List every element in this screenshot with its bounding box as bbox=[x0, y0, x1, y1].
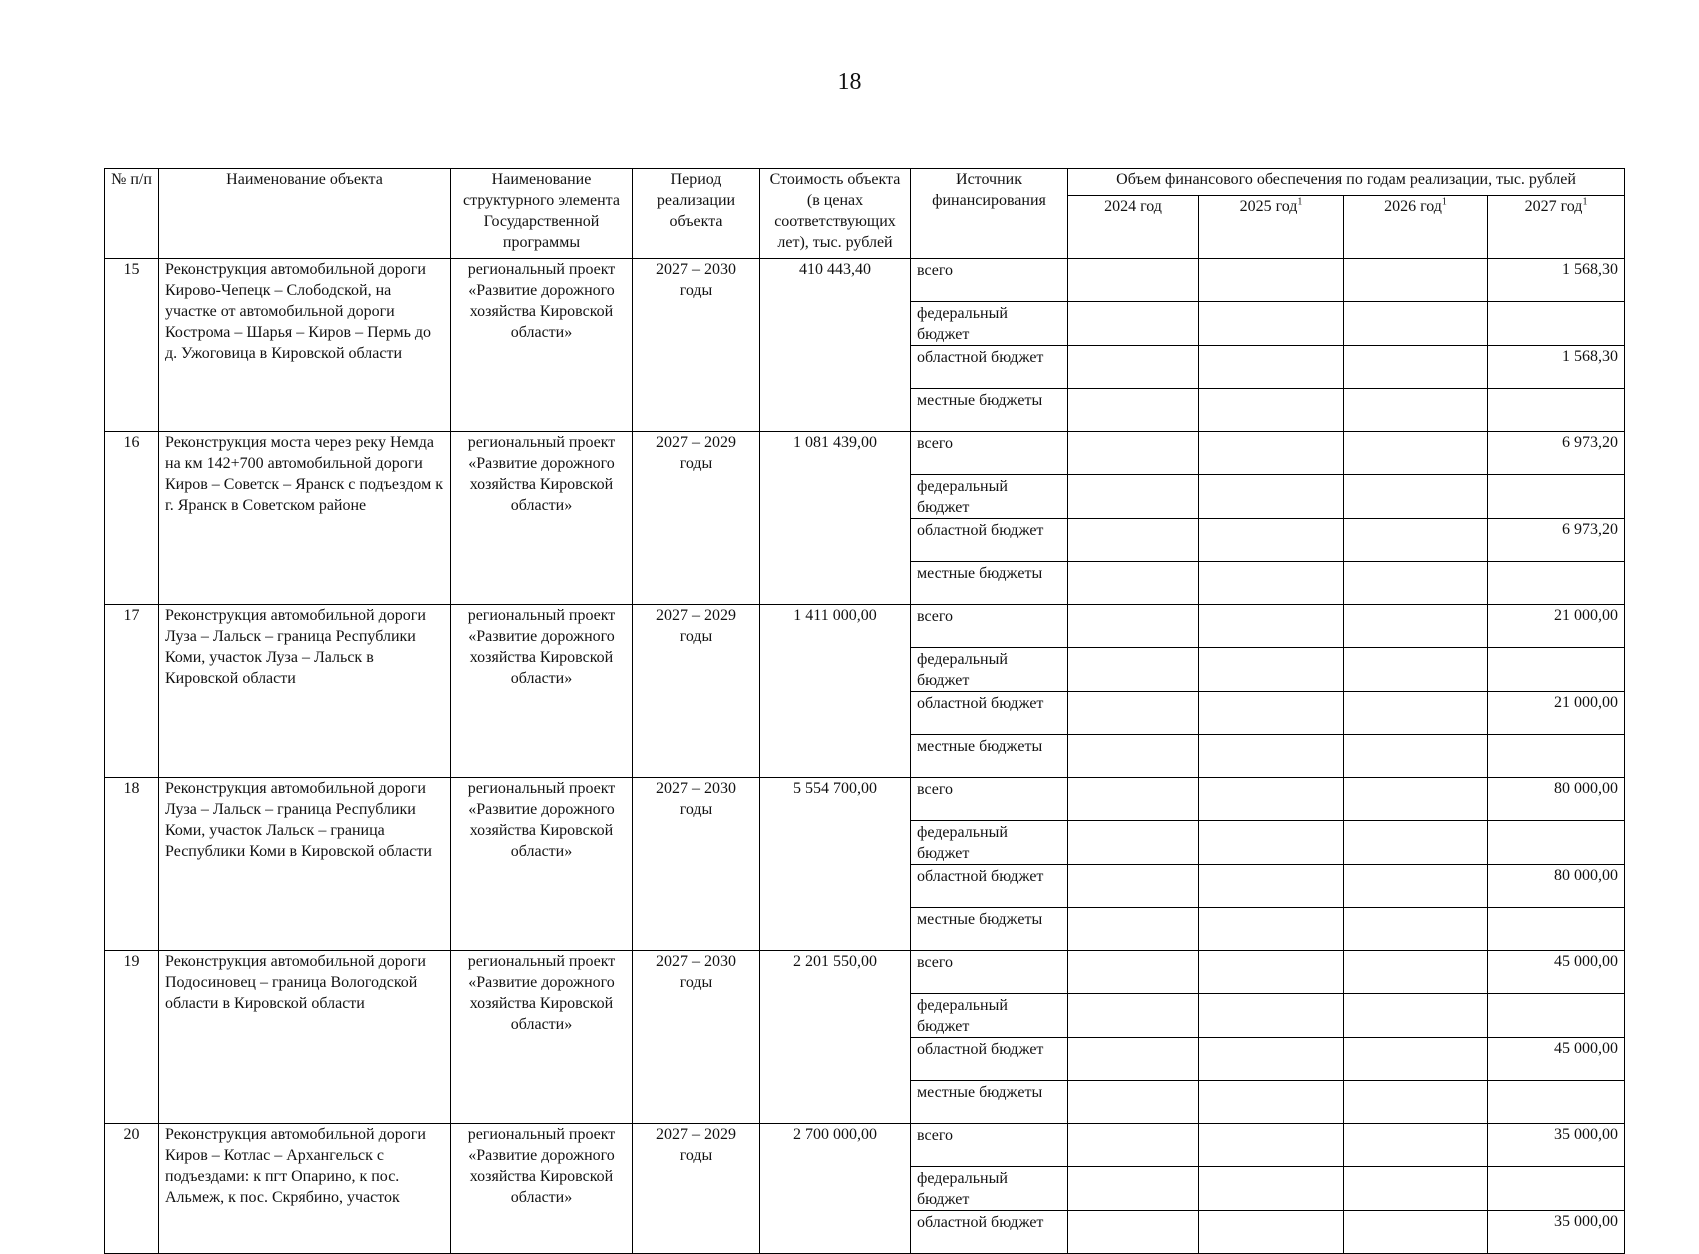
amount-2024 bbox=[1068, 1211, 1199, 1254]
header-structural-element: Наименование структурного элемента Государственной программы bbox=[451, 169, 633, 259]
implementation-period: 2027 – 2030 годы bbox=[633, 259, 760, 432]
header-funding-group: Объем финансового обеспечения по годам реализации, тыс. рублей bbox=[1068, 169, 1625, 196]
amount-2026 bbox=[1344, 1167, 1488, 1211]
funding-source: местные бюджеты bbox=[911, 1081, 1068, 1124]
amount-2026 bbox=[1344, 908, 1488, 951]
table-row bbox=[105, 605, 1625, 648]
amount-2025 bbox=[1199, 432, 1344, 475]
table-row bbox=[105, 778, 1625, 821]
amount-2026 bbox=[1344, 346, 1488, 389]
amount-2024 bbox=[1068, 562, 1199, 605]
amount-2025 bbox=[1199, 346, 1344, 389]
object-name: Реконструкция автомобильной дороги Подосиновец – граница Вологодской области в Кировской области bbox=[159, 951, 451, 1124]
row-number: 20 bbox=[105, 1124, 159, 1254]
amount-2027: 45 000,00 bbox=[1488, 1038, 1625, 1081]
amount-2026 bbox=[1344, 1211, 1488, 1254]
object-name: Реконструкция моста через реку Немда на км 142+700 автомобильной дороги Киров – Советск – Яранск с подъездом к г. Яранск в Советском районе bbox=[159, 432, 451, 605]
amount-2026 bbox=[1344, 519, 1488, 562]
amount-2024 bbox=[1068, 692, 1199, 735]
amount-2024 bbox=[1068, 605, 1199, 648]
funding-source: федеральный бюджет bbox=[911, 994, 1068, 1038]
object-cost: 1 411 000,00 bbox=[760, 605, 911, 778]
funding-source: федеральный бюджет bbox=[911, 1167, 1068, 1211]
amount-2024 bbox=[1068, 994, 1199, 1038]
amount-2024 bbox=[1068, 1081, 1199, 1124]
implementation-period: 2027 – 2029 годы bbox=[633, 1124, 760, 1254]
amount-2025 bbox=[1199, 259, 1344, 302]
amount-2027: 80 000,00 bbox=[1488, 778, 1625, 821]
funding-source: местные бюджеты bbox=[911, 389, 1068, 432]
amount-2025 bbox=[1199, 735, 1344, 778]
header-no: № п/п bbox=[105, 169, 159, 259]
object-name: Реконструкция автомобильной дороги Луза – Лальск – граница Республики Коми, участок Лальск – граница Республики Коми в Кировской области bbox=[159, 778, 451, 951]
funding-source: всего bbox=[911, 778, 1068, 821]
amount-2025 bbox=[1199, 519, 1344, 562]
object-name: Реконструкция автомобильной дороги Кирово-Чепецк – Слободской, на участке от автомобильной дороги Кострома – Шарья – Киров – Пермь до д. Ужоговица в Кировской области bbox=[159, 259, 451, 432]
amount-2025 bbox=[1199, 1038, 1344, 1081]
amount-2024 bbox=[1068, 908, 1199, 951]
amount-2027: 35 000,00 bbox=[1488, 1211, 1625, 1254]
amount-2024 bbox=[1068, 735, 1199, 778]
amount-2024 bbox=[1068, 346, 1199, 389]
row-number: 15 bbox=[105, 259, 159, 432]
amount-2026 bbox=[1344, 1081, 1488, 1124]
amount-2025 bbox=[1199, 692, 1344, 735]
funding-source: всего bbox=[911, 951, 1068, 994]
amount-2024 bbox=[1068, 951, 1199, 994]
amount-2027 bbox=[1488, 735, 1625, 778]
object-name: Реконструкция автомобильной дороги Луза – Лальск – граница Республики Коми, участок Луза – Лальск в Кировской области bbox=[159, 605, 451, 778]
implementation-period: 2027 – 2030 годы bbox=[633, 778, 760, 951]
funding-source: всего bbox=[911, 605, 1068, 648]
amount-2026 bbox=[1344, 562, 1488, 605]
amount-2024 bbox=[1068, 302, 1199, 346]
amount-2027: 6 973,20 bbox=[1488, 519, 1625, 562]
funding-source: всего bbox=[911, 1124, 1068, 1167]
row-number: 16 bbox=[105, 432, 159, 605]
table-row bbox=[105, 432, 1625, 475]
header-year-2024: 2024 год bbox=[1068, 196, 1199, 259]
structural-element: региональный проект «Развитие дорожного хозяйства Кировской области» bbox=[451, 432, 633, 605]
amount-2026 bbox=[1344, 475, 1488, 519]
funding-source: областной бюджет bbox=[911, 1211, 1068, 1254]
amount-2027: 21 000,00 bbox=[1488, 692, 1625, 735]
amount-2027: 6 973,20 bbox=[1488, 432, 1625, 475]
header-source: Источник финансирования bbox=[911, 169, 1068, 259]
amount-2024 bbox=[1068, 865, 1199, 908]
object-cost: 2 700 000,00 bbox=[760, 1124, 911, 1254]
amount-2024 bbox=[1068, 259, 1199, 302]
amount-2025 bbox=[1199, 389, 1344, 432]
amount-2027 bbox=[1488, 389, 1625, 432]
table-header bbox=[105, 169, 1625, 259]
amount-2025 bbox=[1199, 821, 1344, 865]
amount-2027: 45 000,00 bbox=[1488, 951, 1625, 994]
amount-2026 bbox=[1344, 735, 1488, 778]
amount-2027 bbox=[1488, 562, 1625, 605]
amount-2025 bbox=[1199, 648, 1344, 692]
amount-2026 bbox=[1344, 605, 1488, 648]
amount-2025 bbox=[1199, 994, 1344, 1038]
amount-2027 bbox=[1488, 908, 1625, 951]
structural-element: региональный проект «Развитие дорожного хозяйства Кировской области» bbox=[451, 778, 633, 951]
amount-2027: 21 000,00 bbox=[1488, 605, 1625, 648]
object-name: Реконструкция автомобильной дороги Киров – Котлас – Архангельск с подъездами: к пгт Опарино, к пос. Альмеж, к пос. Скрябино, участок bbox=[159, 1124, 451, 1254]
amount-2026 bbox=[1344, 994, 1488, 1038]
amount-2026 bbox=[1344, 951, 1488, 994]
structural-element: региональный проект «Развитие дорожного хозяйства Кировской области» bbox=[451, 605, 633, 778]
amount-2026 bbox=[1344, 1124, 1488, 1167]
amount-2026 bbox=[1344, 432, 1488, 475]
header-period: Период реализации объекта bbox=[633, 169, 760, 259]
amount-2025 bbox=[1199, 1124, 1344, 1167]
row-number: 17 bbox=[105, 605, 159, 778]
amount-2024 bbox=[1068, 1038, 1199, 1081]
financing-table bbox=[104, 168, 1625, 1254]
amount-2024 bbox=[1068, 648, 1199, 692]
amount-2024 bbox=[1068, 475, 1199, 519]
object-cost: 2 201 550,00 bbox=[760, 951, 911, 1124]
funding-source: областной бюджет bbox=[911, 692, 1068, 735]
amount-2024 bbox=[1068, 821, 1199, 865]
amount-2025 bbox=[1199, 1081, 1344, 1124]
amount-2025 bbox=[1199, 1211, 1344, 1254]
amount-2025 bbox=[1199, 1167, 1344, 1211]
header-year-2027: 2027 год$^1$ bbox=[1488, 196, 1625, 259]
amount-2024 bbox=[1068, 1124, 1199, 1167]
amount-2027: 1 568,30 bbox=[1488, 346, 1625, 389]
funding-source: всего bbox=[911, 259, 1068, 302]
row-number: 19 bbox=[105, 951, 159, 1124]
funding-source: федеральный бюджет bbox=[911, 302, 1068, 346]
amount-2024 bbox=[1068, 778, 1199, 821]
table-row bbox=[105, 1124, 1625, 1167]
amount-2026 bbox=[1344, 389, 1488, 432]
implementation-period: 2027 – 2029 годы bbox=[633, 605, 760, 778]
amount-2027: 80 000,00 bbox=[1488, 865, 1625, 908]
amount-2027 bbox=[1488, 1167, 1625, 1211]
amount-2026 bbox=[1344, 821, 1488, 865]
amount-2025 bbox=[1199, 951, 1344, 994]
amount-2026 bbox=[1344, 778, 1488, 821]
amount-2027 bbox=[1488, 1081, 1625, 1124]
object-cost: 410 443,40 bbox=[760, 259, 911, 432]
amount-2025 bbox=[1199, 778, 1344, 821]
structural-element: региональный проект «Развитие дорожного хозяйства Кировской области» bbox=[451, 259, 633, 432]
amount-2027 bbox=[1488, 302, 1625, 346]
amount-2027 bbox=[1488, 648, 1625, 692]
funding-source: федеральный бюджет bbox=[911, 648, 1068, 692]
amount-2026 bbox=[1344, 259, 1488, 302]
table-row bbox=[105, 951, 1625, 994]
funding-source: федеральный бюджет bbox=[911, 475, 1068, 519]
table-row bbox=[105, 259, 1625, 302]
object-cost: 1 081 439,00 bbox=[760, 432, 911, 605]
header-object-name: Наименование объекта bbox=[159, 169, 451, 259]
funding-source: областной бюджет bbox=[911, 346, 1068, 389]
amount-2025 bbox=[1199, 302, 1344, 346]
structural-element: региональный проект «Развитие дорожного хозяйства Кировской области» bbox=[451, 951, 633, 1124]
amount-2027: 35 000,00 bbox=[1488, 1124, 1625, 1167]
amount-2026 bbox=[1344, 302, 1488, 346]
page-number: 18 bbox=[837, 69, 862, 95]
funding-source: федеральный бюджет bbox=[911, 821, 1068, 865]
amount-2025 bbox=[1199, 865, 1344, 908]
amount-2025 bbox=[1199, 908, 1344, 951]
amount-2025 bbox=[1199, 475, 1344, 519]
implementation-period: 2027 – 2030 годы bbox=[633, 951, 760, 1124]
amount-2026 bbox=[1344, 865, 1488, 908]
implementation-period: 2027 – 2029 годы bbox=[633, 432, 760, 605]
funding-source: всего bbox=[911, 432, 1068, 475]
amount-2024 bbox=[1068, 1167, 1199, 1211]
funding-source: областной бюджет bbox=[911, 519, 1068, 562]
header-year-2026: 2026 год$^1$ bbox=[1344, 196, 1488, 259]
structural-element: региональный проект «Развитие дорожного хозяйства Кировской области» bbox=[451, 1124, 633, 1254]
amount-2026 bbox=[1344, 1038, 1488, 1081]
amount-2024 bbox=[1068, 389, 1199, 432]
amount-2024 bbox=[1068, 432, 1199, 475]
amount-2027: 1 568,30 bbox=[1488, 259, 1625, 302]
amount-2026 bbox=[1344, 648, 1488, 692]
funding-source: местные бюджеты bbox=[911, 562, 1068, 605]
funding-source: областной бюджет bbox=[911, 1038, 1068, 1081]
header-year-2025: 2025 год$^1$ bbox=[1199, 196, 1344, 259]
object-cost: 5 554 700,00 bbox=[760, 778, 911, 951]
amount-2027 bbox=[1488, 821, 1625, 865]
amount-2025 bbox=[1199, 605, 1344, 648]
amount-2024 bbox=[1068, 519, 1199, 562]
table-body bbox=[105, 259, 1625, 1254]
header-cost: Стоимость объекта (в ценах соответствующих лет), тыс. рублей bbox=[760, 169, 911, 259]
amount-2027 bbox=[1488, 475, 1625, 519]
funding-source: областной бюджет bbox=[911, 865, 1068, 908]
amount-2026 bbox=[1344, 692, 1488, 735]
row-number: 18 bbox=[105, 778, 159, 951]
amount-2027 bbox=[1488, 994, 1625, 1038]
funding-source: местные бюджеты bbox=[911, 735, 1068, 778]
amount-2025 bbox=[1199, 562, 1344, 605]
funding-source: местные бюджеты bbox=[911, 908, 1068, 951]
